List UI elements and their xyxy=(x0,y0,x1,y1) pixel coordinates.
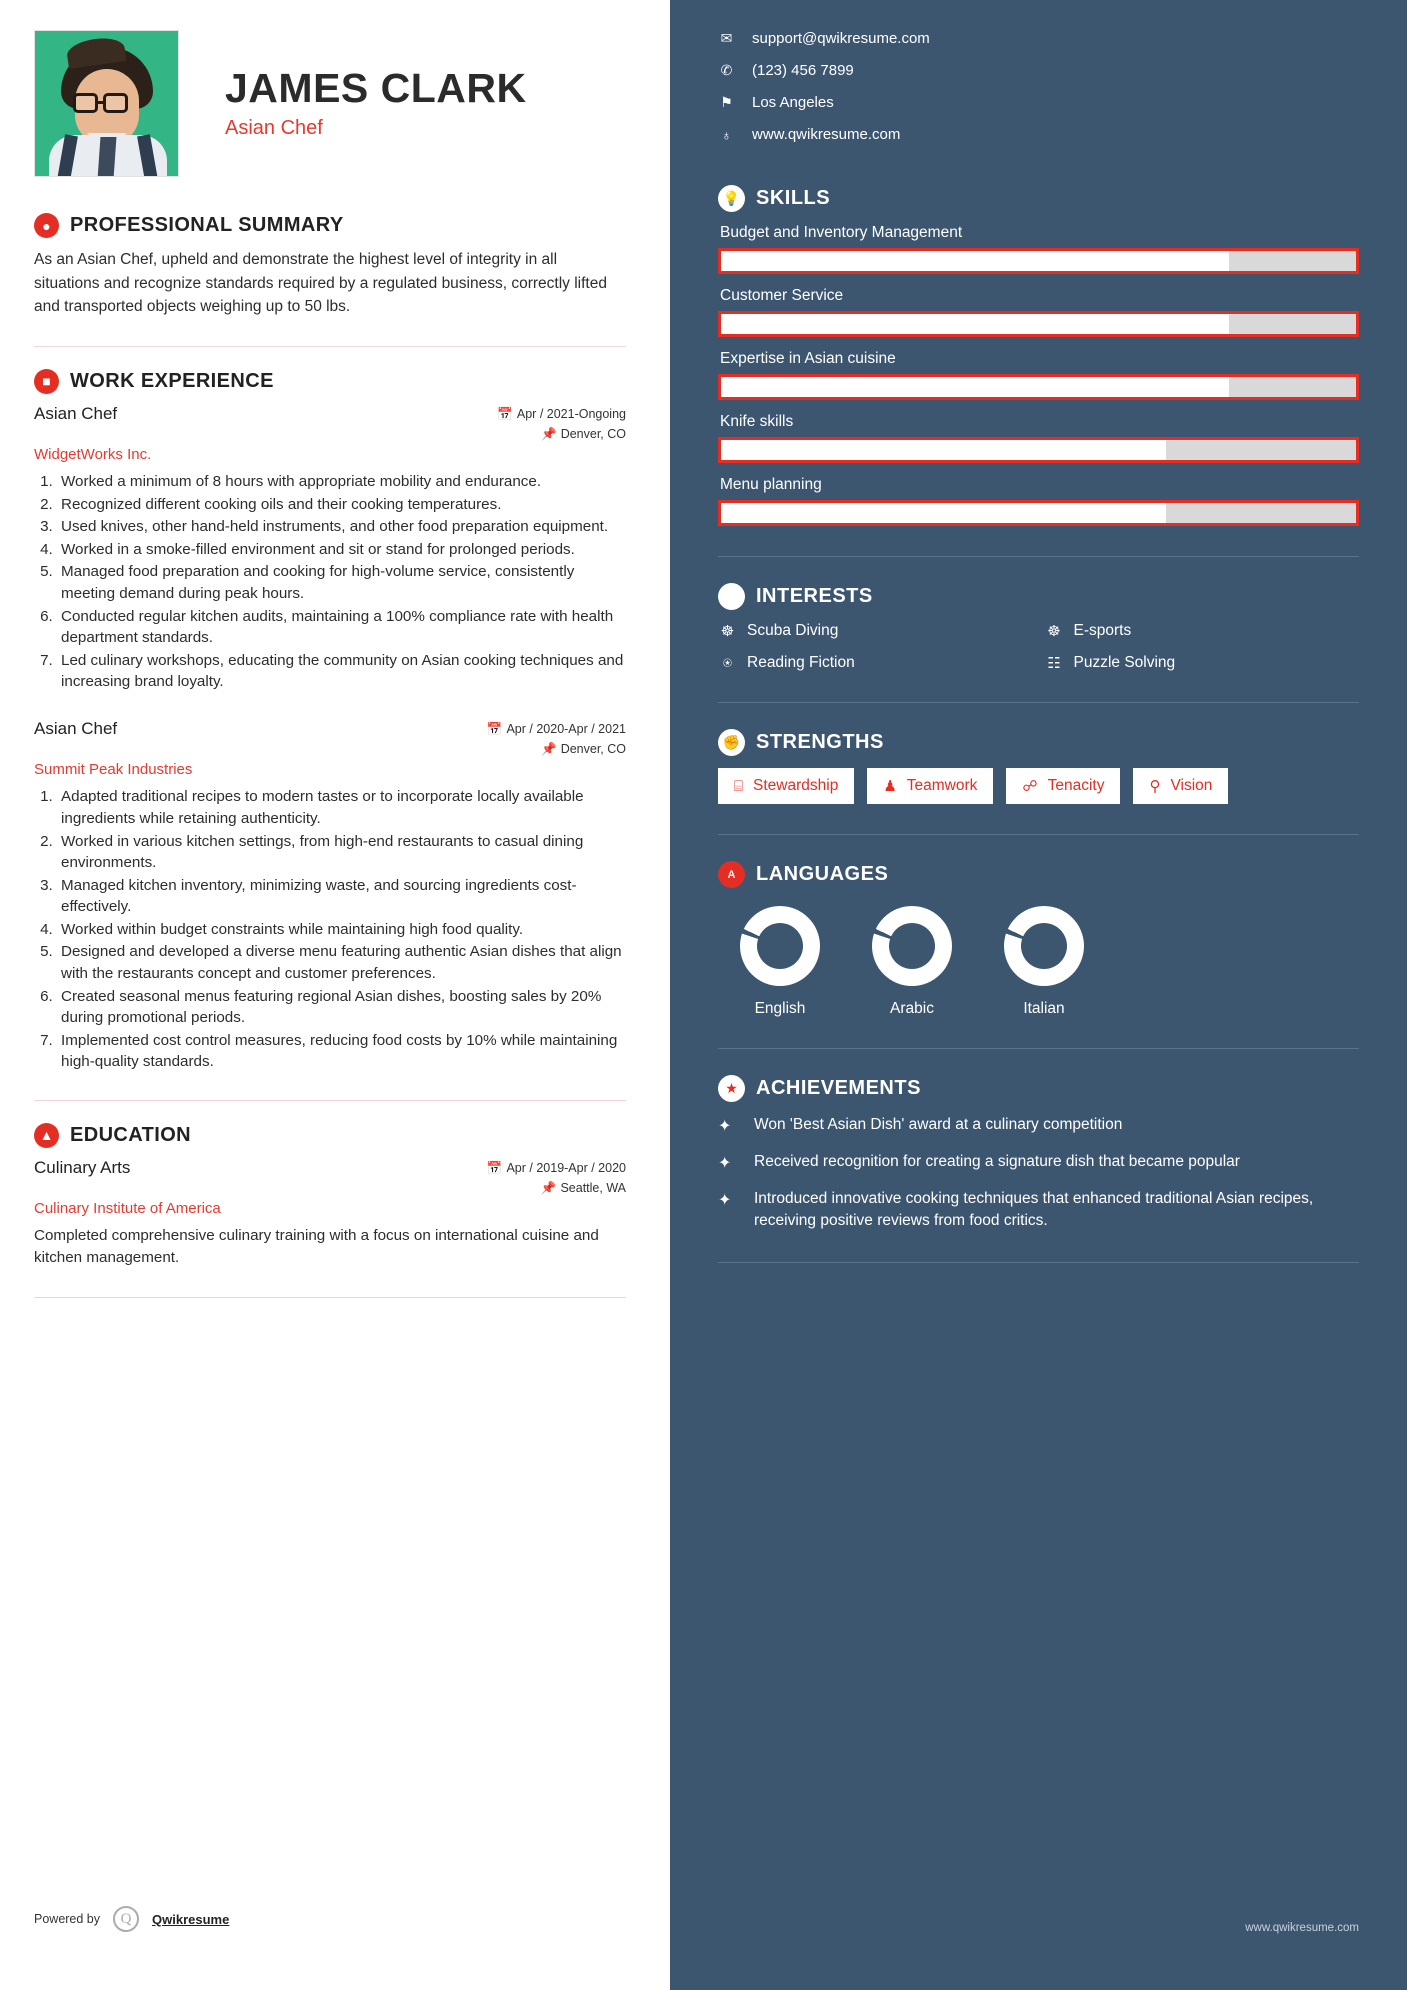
divider xyxy=(718,834,1359,835)
resume-main-column xyxy=(0,0,670,1990)
job-location: Denver, CO xyxy=(560,426,626,441)
contact-location xyxy=(718,94,1359,111)
job-meta xyxy=(497,404,626,445)
achievement-text: Received recognition for creating a signature dish that became popular xyxy=(754,1153,1240,1170)
paper-plane-icon: ➤ xyxy=(718,583,745,610)
languages-list xyxy=(718,906,1359,1018)
list-item: 6. Created seasonal menus featuring regional Asian dishes, boosting sales by 20% during promotional periods. xyxy=(57,986,626,1029)
contact-email-value: support@qwikresume.com xyxy=(752,30,930,47)
work-title: WORK EXPERIENCE xyxy=(70,369,274,392)
skill-item xyxy=(718,413,1359,463)
job-company: WidgetWorks Inc. xyxy=(34,446,152,464)
skill-label: Customer Service xyxy=(720,287,844,304)
strength-chip xyxy=(1133,768,1228,804)
briefcase-icon: ⌸ xyxy=(734,777,744,795)
contact-location-value: Los Angeles xyxy=(752,94,834,111)
job-bullets xyxy=(57,471,626,693)
language-item xyxy=(736,906,824,1018)
sidebar-footer-site: www.qwikresume.com xyxy=(1245,1922,1359,1934)
list-item: 4. Worked in a smoke-filled environment and sit or stand for prolonged periods. xyxy=(57,539,626,561)
footer xyxy=(34,1906,229,1932)
job-meta xyxy=(487,719,626,760)
section-header-languages xyxy=(718,861,1359,888)
list-item: 1. Worked a minimum of 8 hours with appropriate mobility and endurance. xyxy=(57,471,626,493)
interests-grid xyxy=(718,622,1359,672)
school-name: Culinary Institute of America xyxy=(34,1200,221,1218)
award-icon: ✦ xyxy=(718,1155,732,1172)
interests-title: INTERESTS xyxy=(756,585,873,607)
list-item: 3. Used knives, other hand-held instruments, and other food preparation equipment. xyxy=(57,516,626,538)
list-item: 2. Recognized different cooking oils and their cooking temperatures. xyxy=(57,494,626,516)
list-item: 1. Adapted traditional recipes to modern tastes or to incorporate locally available ingredients while retaining authenticity. xyxy=(57,786,626,829)
interest-item xyxy=(1045,622,1360,640)
strength-label: Tenacity xyxy=(1047,777,1105,794)
interest-label: Puzzle Solving xyxy=(1073,654,1176,671)
languages-title: LANGUAGES xyxy=(756,863,889,885)
summary-text: As an Asian Chef, upheld and demonstrate the highest level of integrity in all situations and recognize standards required by a regulated business, correctly lifted and transported objects weighing up to 50 lbs. xyxy=(34,251,607,316)
strength-chip xyxy=(718,768,854,804)
scuba-icon: ☸ xyxy=(720,623,735,640)
work-entry xyxy=(34,719,626,1073)
contact-phone[interactable] xyxy=(718,62,1359,79)
degree-title: Culinary Arts xyxy=(34,1157,131,1177)
gamepad-icon: ⍟ xyxy=(722,654,732,672)
link-icon: ☍ xyxy=(1022,778,1038,795)
education-title: EDUCATION xyxy=(70,1123,192,1146)
map-pin-icon: ⚑ xyxy=(720,94,733,110)
interest-label: Scuba Diving xyxy=(747,622,839,639)
education-description: Completed comprehensive culinary training with a focus on international cuisine and kitchen management. xyxy=(34,1227,599,1267)
skill-bar xyxy=(718,500,1359,526)
award-icon: ✦ xyxy=(718,1192,732,1209)
section-header-summary xyxy=(34,213,626,238)
map-pin-icon: 📌 xyxy=(541,742,557,757)
people-icon: ♟ xyxy=(883,778,897,795)
interest-label: E-sports xyxy=(1073,622,1132,639)
section-header-work xyxy=(34,369,626,394)
strengths-title: STRENGTHS xyxy=(756,731,884,753)
job-date: Apr / 2020-Apr / 2021 xyxy=(506,721,626,736)
skill-bar xyxy=(718,311,1359,337)
language-item xyxy=(1000,906,1088,1018)
lightbulb-icon: 💡 xyxy=(718,185,745,212)
section-header-strengths xyxy=(718,729,1359,756)
divider xyxy=(718,702,1359,703)
job-role-subtitle: Asian Chef xyxy=(225,117,323,140)
divider xyxy=(718,556,1359,557)
briefcase-chef-icon: ■ xyxy=(34,369,59,394)
skill-bar xyxy=(718,374,1359,400)
strength-chip xyxy=(867,768,993,804)
skill-bar xyxy=(718,248,1359,274)
resume-sidebar xyxy=(670,0,1407,1990)
book-icon: ☷ xyxy=(1047,655,1061,672)
contact-phone-value: (123) 456 7899 xyxy=(752,62,854,79)
language-donut xyxy=(872,906,952,986)
profile-photo xyxy=(34,30,179,177)
education-date: Apr / 2019-Apr / 2020 xyxy=(506,1160,626,1175)
language-label: English xyxy=(754,1000,806,1017)
map-pin-icon: 📌 xyxy=(541,426,557,441)
divider xyxy=(34,1297,626,1298)
achievement-item xyxy=(718,1188,1359,1232)
skill-item xyxy=(718,287,1359,337)
achievement-item xyxy=(718,1114,1359,1136)
divider xyxy=(718,1048,1359,1049)
esports-icon: ☸ xyxy=(1047,623,1061,640)
globe-icon: ♁ xyxy=(721,126,732,143)
resume-header xyxy=(34,30,626,177)
list-item: 5. Designed and developed a diverse menu featuring authentic Asian dishes that align with the restaurants concept and customer preferences. xyxy=(57,941,626,984)
graduation-icon: ▲ xyxy=(34,1123,59,1148)
strengths-list xyxy=(718,768,1359,804)
section-header-education xyxy=(34,1123,626,1148)
strength-chip xyxy=(1006,768,1120,804)
strength-label: Vision xyxy=(1170,777,1213,794)
work-entry xyxy=(34,404,626,693)
envelope-icon: ✉ xyxy=(720,30,733,46)
achievements-title: ACHIEVEMENTS xyxy=(756,1077,921,1099)
calendar-icon: 📅 xyxy=(486,721,503,736)
summary-title: PROFESSIONAL SUMMARY xyxy=(70,214,344,236)
job-title: Asian Chef xyxy=(34,403,118,423)
skill-bar xyxy=(718,437,1359,463)
list-item: 3. Managed kitchen inventory, minimizing waste, and sourcing ingredients cost-effectively. xyxy=(57,875,626,918)
contact-website[interactable] xyxy=(718,126,1359,143)
language-label: Arabic xyxy=(890,1000,934,1017)
qwikresume-logo-icon: Q xyxy=(113,1906,139,1932)
language-donut xyxy=(1004,906,1084,986)
divider xyxy=(34,1100,626,1101)
section-header-skills xyxy=(718,185,1359,212)
education-entry xyxy=(34,1158,626,1270)
strength-label: Stewardship xyxy=(753,777,839,794)
star-icon: ★ xyxy=(718,1075,745,1102)
list-item: 6. Conducted regular kitchen audits, maintaining a 100% compliance rate with health department standards. xyxy=(57,606,626,649)
list-item: 7. Led culinary workshops, educating the community on Asian cooking techniques and increasing brand loyalty. xyxy=(57,650,626,693)
achievement-item xyxy=(718,1151,1359,1173)
achievement-text: Won 'Best Asian Dish' award at a culinary competition xyxy=(754,1116,1123,1133)
job-title: Asian Chef xyxy=(34,718,118,738)
job-location: Denver, CO xyxy=(560,742,626,757)
skill-item xyxy=(718,476,1359,526)
language-item xyxy=(868,906,956,1018)
interest-item xyxy=(718,654,1033,672)
job-date: Apr / 2021-Ongoing xyxy=(516,406,626,421)
achievements-list xyxy=(718,1114,1359,1232)
contact-email[interactable] xyxy=(718,30,1359,47)
translate-icon: A xyxy=(718,861,745,888)
contact-website-value: www.qwikresume.com xyxy=(752,126,901,143)
calendar-icon: 📅 xyxy=(486,1160,503,1175)
contact-list xyxy=(718,30,1359,143)
map-pin-icon: 📌 xyxy=(540,1181,557,1196)
language-donut xyxy=(740,906,820,986)
list-item: 7. Implemented cost control measures, reducing food costs by 10% while maintaining high-quality standards. xyxy=(57,1030,626,1073)
qwikresume-link[interactable]: Qwikresume xyxy=(152,1911,230,1927)
education-location: Seattle, WA xyxy=(560,1181,626,1196)
section-header-interests xyxy=(718,583,1359,610)
skill-label: Menu planning xyxy=(720,476,822,493)
powered-by-label: Powered by xyxy=(34,1912,101,1926)
page-title: JAMES CLARK xyxy=(225,64,527,111)
skill-label: Knife skills xyxy=(720,413,794,430)
language-label: Italian xyxy=(1023,1000,1065,1017)
phone-icon: ✆ xyxy=(720,62,733,78)
divider xyxy=(718,1262,1359,1263)
education-meta xyxy=(487,1158,626,1199)
strength-label: Teamwork xyxy=(906,777,978,794)
award-icon: ✦ xyxy=(718,1118,732,1135)
fist-icon: ✊ xyxy=(718,729,745,756)
job-bullets xyxy=(57,786,626,1073)
list-item: 5. Managed food preparation and cooking for high-volume service, consistently meeting demand during peak hours. xyxy=(57,561,626,604)
list-item: 2. Worked in various kitchen settings, from high-end restaurants to casual dining environments. xyxy=(57,831,626,874)
interest-item xyxy=(718,622,1033,640)
binoculars-icon: ⚲ xyxy=(1149,778,1161,795)
skill-item xyxy=(718,224,1359,274)
list-item: 4. Worked within budget constraints while maintaining high food quality. xyxy=(57,919,626,941)
skill-item xyxy=(718,350,1359,400)
interest-item xyxy=(1045,654,1360,672)
calendar-icon: 📅 xyxy=(497,406,513,421)
user-icon: ● xyxy=(34,213,59,238)
skill-label: Budget and Inventory Management xyxy=(720,224,963,241)
skill-label: Expertise in Asian cuisine xyxy=(720,350,896,367)
skills-title: SKILLS xyxy=(756,187,831,209)
interest-label: Reading Fiction xyxy=(747,654,855,671)
section-header-achievements xyxy=(718,1075,1359,1102)
name-block xyxy=(225,64,527,140)
divider xyxy=(34,346,626,347)
achievement-text: Introduced innovative cooking techniques that enhanced traditional Asian recipes, receiving positive reviews from food critics. xyxy=(754,1190,1314,1229)
job-company: Summit Peak Industries xyxy=(34,761,193,779)
